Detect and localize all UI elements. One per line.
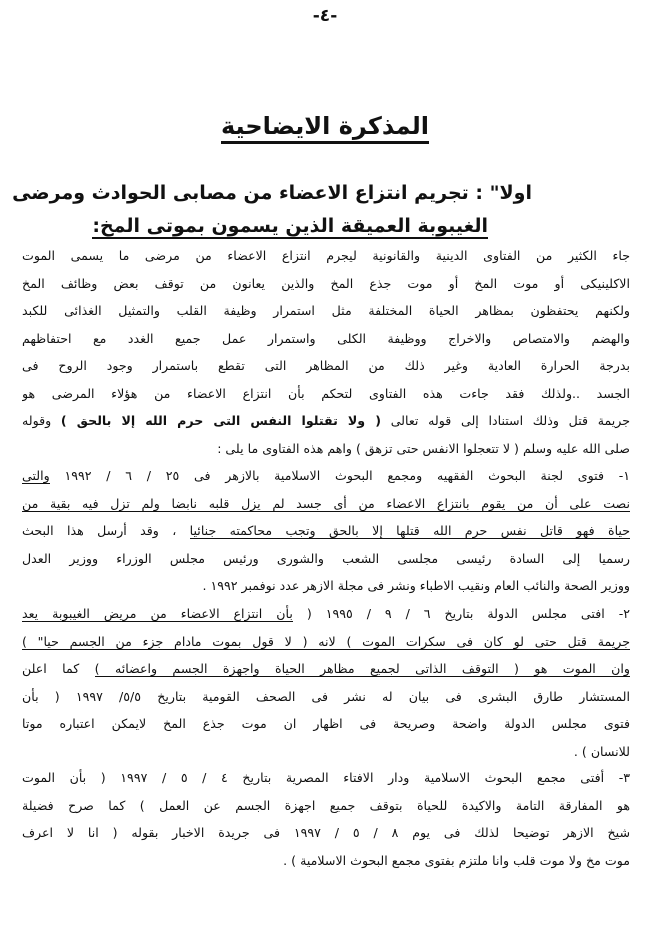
paragraph-line: فتوى مجلس الدولة واضحة وصريحة فى اظهار ان موت جذع المخ لايمكن اعتباره موتا <box>22 716 630 731</box>
page-title-text: المذكرة الايضاحية <box>221 112 429 144</box>
underlined-text: حياة فهو قاتل نفس حرم الله قتلها إلا بالحق وتجب محاكمته جنائيا <box>189 523 630 538</box>
text-run: جريمة قتل وذلك استنادا إلى قوله تعالى <box>390 413 630 428</box>
paragraph-line: بدرجة الحرارة العادية وغير ذلك من المظاهر التى تقطع باستمرار وجود الروح فى <box>22 358 630 373</box>
paragraph-line: ووزير الصحة والنائب العام ونقيب الاطباء ونشر فى مجلة الازهر عدد نوفمبر ١٩٩٢ . <box>202 578 630 593</box>
paragraph-line: موت مخ ولا موت قلب وانا ملتزم بفتوى مجمع البحوث الاسلامية ) . <box>283 852 630 868</box>
paragraph-line <box>22 517 630 545</box>
paragraph-line <box>22 628 630 656</box>
text-run: ٢- افتى مجلس الدولة بتاريخ ٦ / ٩ / ١٩٩٥ ( <box>306 606 630 621</box>
quran-verse: ( ولا تقتلوا النفس التى حرم الله إلا بالحق ) <box>60 413 381 428</box>
paragraph-line: والهضم والامتصاص والاخراج ووظيفة الكلى واستمرار عمل جميع الغدد مع احتفاظهم <box>22 330 630 346</box>
underlined-text: نصت على أن من يقوم بانتزاع الاعضاء من أى جسد لم يزل قلبه نابضا ولم تزل فيه بقية من <box>22 495 630 511</box>
fatwa-item-2 <box>22 600 630 765</box>
text-run: كما اعلن <box>22 661 80 676</box>
page-title <box>0 112 650 140</box>
underlined-text: وان الموت هو ( التوقف الذاتى لجميع مظاهر الحياة واجهزة الجسم واعضائه ) <box>94 661 630 676</box>
paragraph-line <box>22 490 630 518</box>
paragraph-line: صلى الله عليه وسلم ( لا تتعجلوا الانفس حتى تزهق ) واهم هذه الفتاوى ما يلى : <box>217 440 630 456</box>
underlined-text: جريمة قتل حتى لو كان فى سكرات الموت ) لانه ( لا قول بموت مادام جزء من الجسم حيا" ) <box>22 633 630 649</box>
paragraph-line: جاء الكثير من الفتاوى الدينية والقانونية ليجرم انتزاع الاعضاء من مرضى ما يسمى الموت <box>22 248 630 263</box>
paragraph-line <box>22 600 630 628</box>
underlined-text: بأن انتزاع الاعضاء من مريض الغيبوبة يعد <box>22 606 293 621</box>
section-heading-line2-text: الغيبوبة العميقة الذين يسمون بموتى المخ: <box>92 215 488 237</box>
text-run: وقوله <box>22 413 52 428</box>
paragraph-line: للانسان ) . <box>573 743 630 759</box>
paragraph-line: ٣- أفتى مجمع البحوث الاسلامية ودار الافتاء المصرية بتاريخ ٤ / ٥ / ١٩٩٧ ( بأن الموت <box>22 770 630 785</box>
paragraph-line <box>22 655 630 683</box>
paragraph-line: المستشار طارق البشرى فى بيان له نشر فى الصحف القومية بتاريخ ٥/٥/ ١٩٩٧ ( بأن <box>22 688 630 704</box>
paragraph-line: هو المفارقة التامة والاكيدة للحياة بتوقف جميع اجهزة الجسم عن العمل ) كما صرح فضيلة <box>22 797 630 813</box>
paragraph-line <box>22 407 630 435</box>
paragraph-line <box>22 462 630 490</box>
underlined-text: والتى <box>22 468 50 483</box>
section-heading-line2 <box>68 215 488 237</box>
paragraph-line: رسميا إلى السادة رئيسى مجلسى الشعب والشورى ورئيس مجلس الوزراء ووزير العدل <box>22 550 630 566</box>
page-number: -٤- <box>312 6 338 26</box>
text-run: ١- فتوى لجنة البحوث الفقهيه ومجمع البحوث الاسلامية بالازهر فى ٢٥ / ٦ / ١٩٩٢ <box>64 468 630 483</box>
paragraph-line: ولكنهم يحتفظون بمظاهر الحياة المختلفة مثل استمرار وظيفة القلب والتمثيل الغذائى للكبد <box>22 303 630 318</box>
paragraph-line: الجسد ..ولذلك فقد جاءت هذه الفتاوى لتحكم بأن انتزاع الاعضاء من هؤلاء المرضى هو <box>22 385 630 401</box>
text-run: ، وقد أرسل هذا البحث <box>22 523 177 538</box>
fatwa-item-1 <box>22 462 630 600</box>
intro-paragraph <box>22 242 630 462</box>
fatwa-item-3 <box>22 764 630 874</box>
paragraph-line: شيخ الازهر توضيحا لذلك فى يوم ٨ / ٥ / ١٩٩٧ فى جريدة الاخبار بقوله ( انا لا اعرف <box>22 825 630 840</box>
paragraph-line: الاكلينيكى أو موت المخ أو موت جذع المخ والذين يعانون من توقف بعض وظائف المخ <box>22 275 630 291</box>
section-heading-line1: اولا" : تجريم انتزاع الاعضاء من مصابى الحوادث ومرضى <box>12 182 532 204</box>
